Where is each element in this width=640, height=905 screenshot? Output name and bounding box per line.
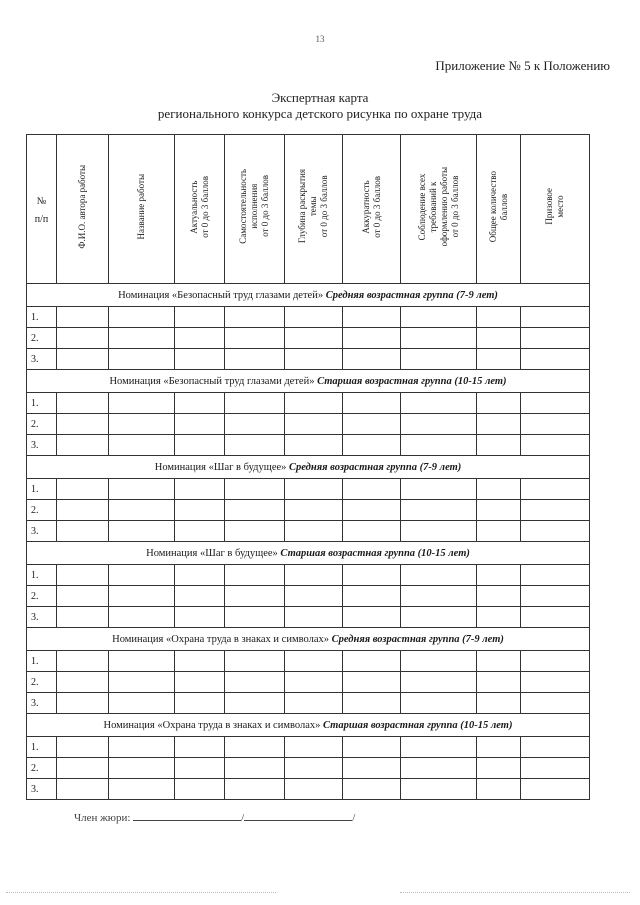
empty-cell [285, 607, 343, 628]
name-line [244, 810, 352, 821]
empty-cell [285, 758, 343, 779]
header-column [109, 135, 175, 284]
empty-cell [285, 500, 343, 521]
header-label: Актуальность от 0 до 3 баллов [188, 175, 210, 238]
row-number: 2. [27, 758, 57, 779]
empty-cell [401, 565, 477, 586]
age-group: Старшая возрастная группа (10-15 лет) [317, 375, 507, 387]
empty-cell [225, 349, 285, 370]
empty-cell [521, 565, 590, 586]
empty-cell [521, 435, 590, 456]
empty-cell [343, 414, 401, 435]
empty-cell [175, 779, 225, 800]
empty-cell [343, 479, 401, 500]
age-group: Средняя возрастная группа (7-9 лет) [325, 289, 498, 301]
header-label: Ф.И.О. автора работы [77, 164, 87, 249]
empty-cell [343, 521, 401, 542]
empty-cell [285, 349, 343, 370]
empty-cell [285, 651, 343, 672]
empty-cell [521, 393, 590, 414]
empty-cell [109, 435, 175, 456]
empty-cell [401, 672, 477, 693]
signature-separator: / [241, 812, 245, 824]
empty-cell [109, 307, 175, 328]
nomination-title: Номинация «Шаг в будущее» [154, 461, 287, 473]
empty-cell [285, 672, 343, 693]
document-title [0, 90, 640, 122]
empty-cell [477, 737, 521, 758]
empty-cell [343, 651, 401, 672]
empty-cell [285, 779, 343, 800]
signature-separator-end: / [352, 812, 356, 824]
empty-cell [175, 607, 225, 628]
empty-cell [225, 393, 285, 414]
empty-cell [401, 607, 477, 628]
row-number: 1. [27, 651, 57, 672]
nomination-title: Номинация «Безопасный труд глазами детей» [118, 289, 324, 301]
empty-cell [285, 693, 343, 714]
empty-cell [57, 565, 109, 586]
empty-cell [401, 414, 477, 435]
empty-cell [57, 307, 109, 328]
table-row [27, 586, 590, 607]
row-number: 1. [27, 479, 57, 500]
table-row [27, 414, 590, 435]
empty-cell [109, 607, 175, 628]
empty-cell [225, 500, 285, 521]
table-row [27, 758, 590, 779]
jury-signature [74, 810, 355, 824]
empty-cell [225, 435, 285, 456]
empty-cell [57, 500, 109, 521]
empty-cell [401, 521, 477, 542]
page-number: 13 [315, 34, 325, 44]
header-column [401, 135, 477, 284]
empty-cell [109, 414, 175, 435]
empty-cell [343, 758, 401, 779]
age-group: Старшая возрастная группа (10-15 лет) [323, 719, 513, 731]
header-label: Аккуратность от 0 до 3 баллов [360, 175, 382, 238]
header-label: Самостоятельность исполнения от 0 до 3 баллов [238, 169, 270, 244]
nomination-cell [27, 284, 590, 307]
empty-cell [225, 479, 285, 500]
empty-cell [225, 607, 285, 628]
empty-cell [343, 500, 401, 521]
empty-cell [477, 672, 521, 693]
empty-cell [109, 672, 175, 693]
empty-cell [57, 328, 109, 349]
empty-cell [57, 414, 109, 435]
empty-cell [343, 779, 401, 800]
empty-cell [225, 328, 285, 349]
empty-cell [57, 479, 109, 500]
header-number [27, 135, 57, 284]
empty-cell [109, 758, 175, 779]
header-column [477, 135, 521, 284]
empty-cell [175, 500, 225, 521]
header-column [57, 135, 109, 284]
row-number: 1. [27, 565, 57, 586]
empty-cell [57, 393, 109, 414]
row-number: 2. [27, 586, 57, 607]
empty-cell [477, 586, 521, 607]
empty-cell [401, 435, 477, 456]
row-number: 2. [27, 328, 57, 349]
empty-cell [285, 307, 343, 328]
empty-cell [175, 307, 225, 328]
table-row [27, 479, 590, 500]
empty-cell [175, 758, 225, 779]
empty-cell [401, 307, 477, 328]
empty-cell [477, 500, 521, 521]
empty-cell [225, 565, 285, 586]
empty-cell [285, 435, 343, 456]
empty-cell [175, 586, 225, 607]
empty-cell [109, 565, 175, 586]
scan-artifact [6, 892, 276, 893]
empty-cell [57, 349, 109, 370]
empty-cell [225, 779, 285, 800]
empty-cell [57, 737, 109, 758]
empty-cell [109, 693, 175, 714]
table-row [27, 349, 590, 370]
empty-cell [521, 479, 590, 500]
header-label: Общее количество баллов [487, 170, 509, 243]
nomination-cell [27, 714, 590, 737]
empty-cell [521, 607, 590, 628]
empty-cell [343, 435, 401, 456]
empty-cell [57, 672, 109, 693]
jury-label: Член жюри: [74, 812, 131, 824]
age-group: Средняя возрастная группа (7-9 лет) [289, 461, 462, 473]
row-number: 1. [27, 307, 57, 328]
empty-cell [109, 349, 175, 370]
empty-cell [225, 737, 285, 758]
empty-cell [175, 349, 225, 370]
nomination-title: Номинация «Безопасный труд глазами детей» [109, 375, 315, 387]
empty-cell [225, 307, 285, 328]
age-group: Средняя возрастная группа (7-9 лет) [331, 633, 504, 645]
empty-cell [175, 479, 225, 500]
empty-cell [521, 693, 590, 714]
empty-cell [343, 565, 401, 586]
header-column [285, 135, 343, 284]
empty-cell [175, 435, 225, 456]
empty-cell [401, 779, 477, 800]
header-column [521, 135, 590, 284]
empty-cell [285, 737, 343, 758]
row-number: 3. [27, 779, 57, 800]
header-label: Название работы [136, 173, 146, 240]
table-body [27, 284, 590, 800]
empty-cell [343, 586, 401, 607]
table-row [27, 607, 590, 628]
empty-cell [57, 521, 109, 542]
empty-cell [285, 393, 343, 414]
empty-cell [225, 758, 285, 779]
empty-cell [401, 737, 477, 758]
empty-cell [477, 307, 521, 328]
empty-cell [343, 607, 401, 628]
table-row [27, 328, 590, 349]
nomination-row [27, 284, 590, 307]
table-row [27, 779, 590, 800]
empty-cell [109, 393, 175, 414]
row-number: 3. [27, 607, 57, 628]
empty-cell [401, 500, 477, 521]
age-group: Старшая возрастная группа (10-15 лет) [280, 547, 470, 559]
title-line-2: регионального конкурса детского рисунка по охране труда [157, 106, 483, 121]
empty-cell [175, 565, 225, 586]
empty-cell [401, 758, 477, 779]
empty-cell [225, 651, 285, 672]
scan-artifact [400, 892, 630, 893]
empty-cell [477, 349, 521, 370]
empty-cell [225, 693, 285, 714]
empty-cell [225, 586, 285, 607]
nomination-row [27, 542, 590, 565]
empty-cell [109, 586, 175, 607]
empty-cell [521, 500, 590, 521]
empty-cell [401, 349, 477, 370]
empty-cell [477, 328, 521, 349]
empty-cell [477, 565, 521, 586]
expert-card-table [26, 134, 590, 800]
empty-cell [57, 693, 109, 714]
empty-cell [57, 779, 109, 800]
table-row [27, 565, 590, 586]
empty-cell [175, 651, 225, 672]
empty-cell [521, 779, 590, 800]
empty-cell [285, 414, 343, 435]
row-number: 2. [27, 414, 57, 435]
empty-cell [285, 565, 343, 586]
empty-cell [521, 414, 590, 435]
row-number: 3. [27, 693, 57, 714]
empty-cell [225, 672, 285, 693]
empty-cell [175, 414, 225, 435]
signature-line [133, 810, 241, 821]
nomination-title: Номинация «Охрана труда в знаках и символах» [103, 719, 321, 731]
header-label: Соблюдение всех требований к оформлению работы от 0 до 3 баллов [416, 166, 460, 247]
empty-cell [401, 586, 477, 607]
empty-cell [401, 693, 477, 714]
table-row [27, 307, 590, 328]
empty-cell [477, 693, 521, 714]
table-row [27, 737, 590, 758]
header-label: Глубина раскрытия темы от 0 до 3 баллов [297, 169, 329, 244]
empty-cell [109, 479, 175, 500]
empty-cell [401, 479, 477, 500]
header-label: № п/п [34, 196, 49, 225]
empty-cell [109, 737, 175, 758]
nomination-cell [27, 628, 590, 651]
nomination-row [27, 456, 590, 479]
empty-cell [285, 521, 343, 542]
header-column [225, 135, 285, 284]
empty-cell [521, 328, 590, 349]
empty-cell [521, 307, 590, 328]
empty-cell [521, 758, 590, 779]
empty-cell [285, 586, 343, 607]
empty-cell [521, 521, 590, 542]
empty-cell [521, 672, 590, 693]
empty-cell [521, 737, 590, 758]
table-row [27, 651, 590, 672]
empty-cell [175, 393, 225, 414]
row-number: 3. [27, 521, 57, 542]
row-number: 2. [27, 672, 57, 693]
table-row [27, 393, 590, 414]
empty-cell [477, 479, 521, 500]
empty-cell [477, 779, 521, 800]
empty-cell [285, 479, 343, 500]
empty-cell [109, 779, 175, 800]
appendix-reference: Приложение № 5 к Положению [435, 58, 610, 73]
nomination-row [27, 628, 590, 651]
header-column [343, 135, 401, 284]
empty-cell [477, 393, 521, 414]
empty-cell [109, 328, 175, 349]
empty-cell [175, 737, 225, 758]
empty-cell [57, 651, 109, 672]
empty-cell [477, 435, 521, 456]
empty-cell [57, 586, 109, 607]
empty-cell [57, 607, 109, 628]
empty-cell [343, 737, 401, 758]
nomination-cell [27, 542, 590, 565]
nomination-cell [27, 370, 590, 393]
empty-cell [343, 328, 401, 349]
nomination-cell [27, 456, 590, 479]
empty-cell [225, 521, 285, 542]
empty-cell [477, 414, 521, 435]
row-number: 3. [27, 435, 57, 456]
row-number: 2. [27, 500, 57, 521]
nomination-row [27, 370, 590, 393]
table-row [27, 521, 590, 542]
header-label: Призовое место [544, 188, 565, 225]
title-line-1: Экспертная карта [271, 90, 369, 105]
empty-cell [477, 651, 521, 672]
empty-cell [343, 693, 401, 714]
empty-cell [175, 521, 225, 542]
table-row [27, 672, 590, 693]
empty-cell [343, 349, 401, 370]
empty-cell [477, 521, 521, 542]
empty-cell [225, 414, 285, 435]
empty-cell [477, 607, 521, 628]
table-row [27, 693, 590, 714]
nomination-row [27, 714, 590, 737]
empty-cell [109, 500, 175, 521]
header-column [175, 135, 225, 284]
empty-cell [109, 521, 175, 542]
empty-cell [477, 758, 521, 779]
empty-cell [521, 651, 590, 672]
nomination-title: Номинация «Шаг в будущее» [146, 547, 278, 559]
empty-cell [401, 393, 477, 414]
row-number: 3. [27, 349, 57, 370]
empty-cell [175, 693, 225, 714]
empty-cell [401, 328, 477, 349]
empty-cell [343, 307, 401, 328]
empty-cell [57, 435, 109, 456]
empty-cell [109, 651, 175, 672]
header-row [27, 135, 590, 284]
table-row [27, 435, 590, 456]
table-row [27, 500, 590, 521]
nomination-title: Номинация «Охрана труда в знаках и символах» [112, 633, 329, 645]
empty-cell [343, 393, 401, 414]
empty-cell [175, 328, 225, 349]
empty-cell [521, 349, 590, 370]
empty-cell [57, 758, 109, 779]
empty-cell [343, 672, 401, 693]
row-number: 1. [27, 393, 57, 414]
empty-cell [175, 672, 225, 693]
empty-cell [401, 651, 477, 672]
empty-cell [285, 328, 343, 349]
empty-cell [521, 586, 590, 607]
row-number: 1. [27, 737, 57, 758]
